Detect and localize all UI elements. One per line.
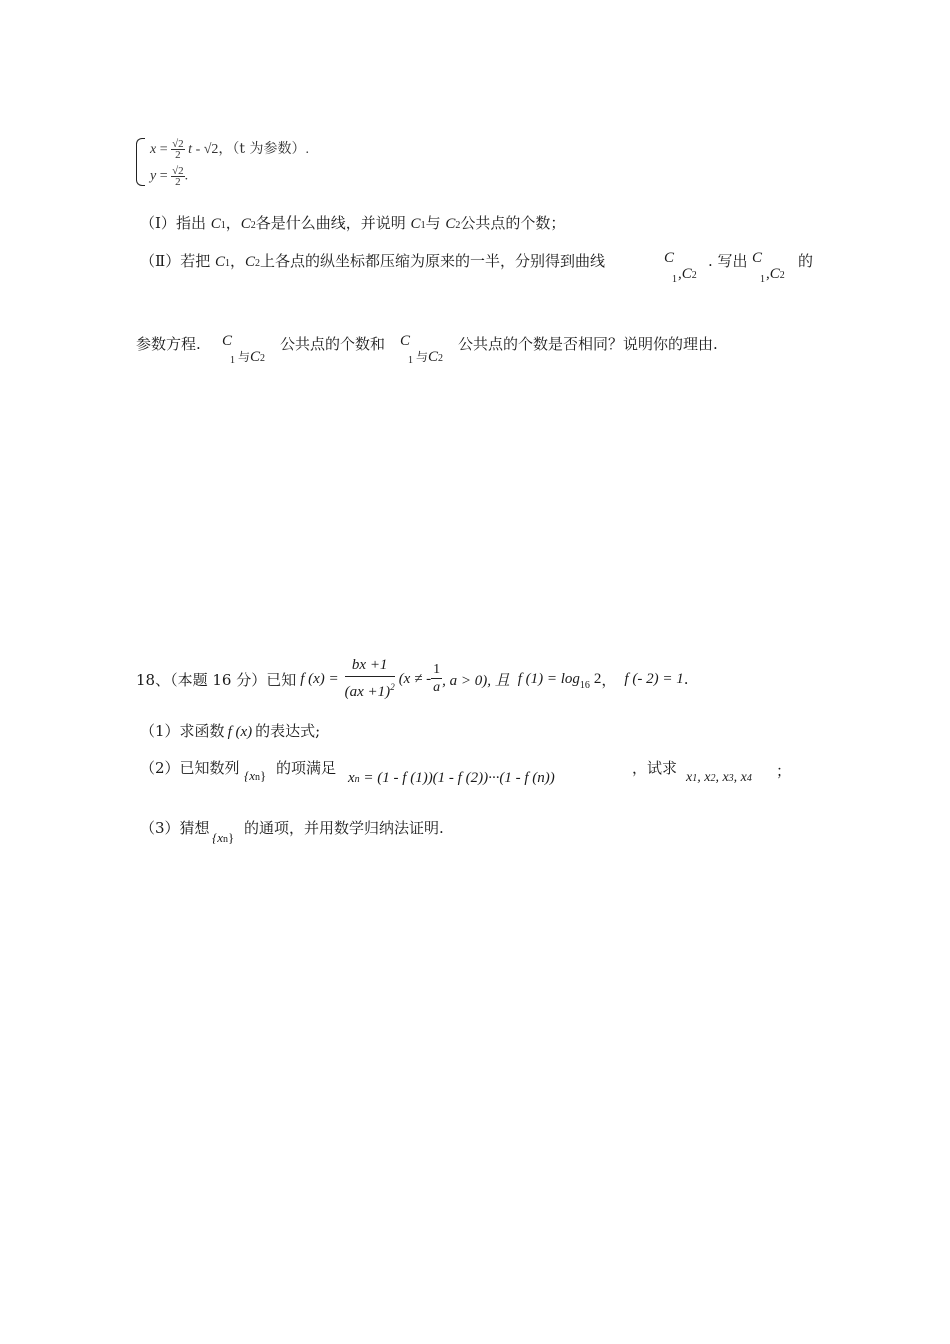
system-brace — [136, 138, 145, 186]
f-fraction: $\frac{bx +1}{(ax +1)^2}$ — [344, 657, 395, 700]
param-x-fraction: $\frac{√2}{2}$ — [172, 138, 184, 162]
q18-part1: （1）求函数 f (x) 的表达式; — [140, 722, 321, 740]
xn-expression: xn = (1 - f (1))(1 - f (2))···(1 - f (n)) — [348, 770, 555, 786]
param-y-line: y = $\frac{√2}{2}$ . — [150, 165, 189, 188]
seq-xn: {xn} — [244, 768, 267, 783]
q17-part2-line2: 参数方程. — [136, 335, 201, 353]
curve-c2-prime: ,C2 — [678, 266, 697, 282]
q17-part2-line1: （Ⅱ）若把 C1，C2上各点的纵坐标都压缩为原来的一半，分别得到曲线 — [140, 252, 606, 270]
q18-part3: （3）猜想 — [140, 819, 210, 837]
param-x-line: x = $\frac{√2}{2}$ t - √2，（t 为参数）. — [150, 138, 309, 162]
q18-head: 18、（本题 16 分）已知 f (x) = $\frac{bx +1}{(ax +1)^2}$ (x ≠ - $\frac{1}{a}$ , a > 0), 且 f (1) = log 16 2 ， f (- 2) = 1 . — [136, 657, 689, 700]
x1-x4: x1, x2, x3, x4 — [686, 770, 752, 785]
q17-part1: （Ⅰ）指出 C1，C2各是什么曲线，并说明 C1与 C2公共点的个数； — [140, 214, 566, 232]
param-y-fraction: $\frac{√2}{2}$ — [172, 165, 184, 188]
cond-fraction: $\frac{1}{a}$ — [433, 661, 441, 695]
curve-c1-prime: C — [664, 250, 675, 266]
q18-part2: （2）已知数列 — [140, 759, 240, 777]
